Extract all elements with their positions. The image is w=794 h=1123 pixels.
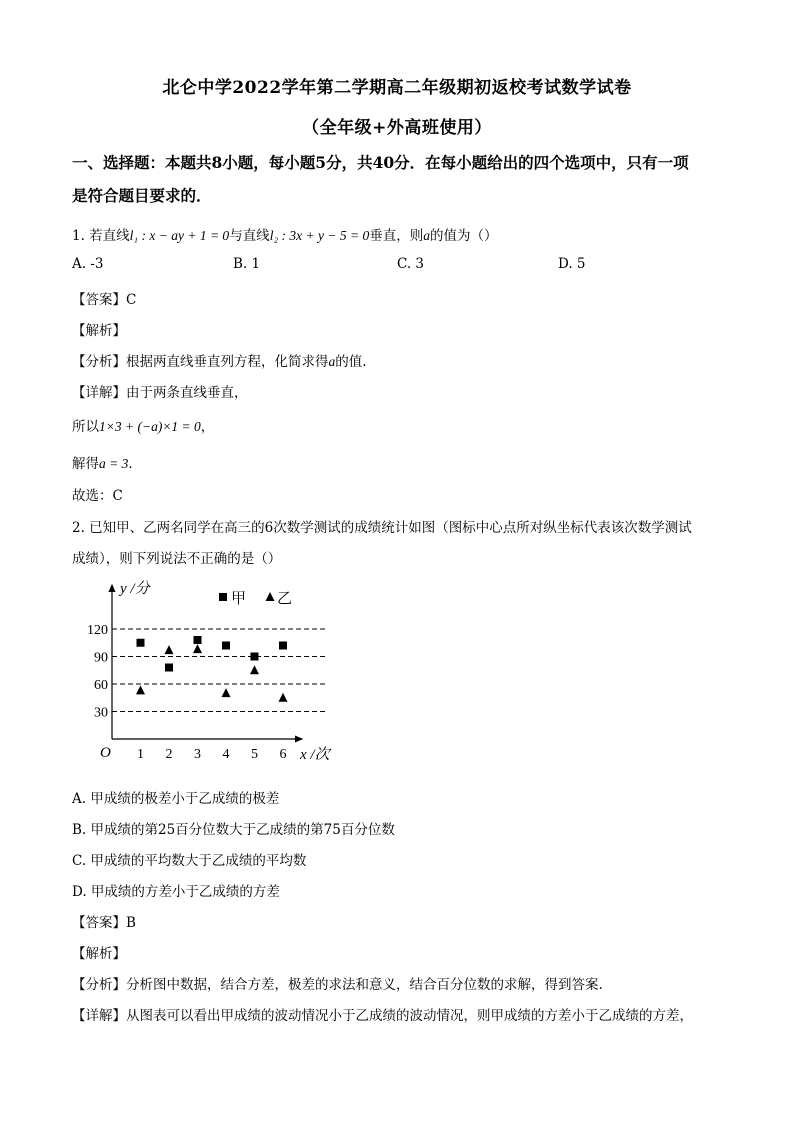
q1-fenxi-label: 【分析】: [72, 354, 126, 370]
point-jia-3: [194, 636, 202, 644]
point-jia-1: [137, 639, 145, 647]
question-2-stem-line1: 2. 已知甲、乙两名同学在高三的6次数学测试的成绩统计如图（图标中心点所对纵坐标代表该次数学测试: [72, 520, 692, 536]
q1-fenxi-variable: a: [328, 354, 336, 369]
point-yi-1: [136, 685, 145, 694]
q1-end: 的值为（）: [429, 228, 498, 244]
point-yi-6: [279, 693, 288, 702]
q1-fenxi-end: 的值.: [335, 354, 367, 370]
q1-option-d: D. 5: [558, 256, 586, 272]
x-tick-label-4: 4: [222, 747, 230, 762]
q2-option-a: A. 甲成绩的极差小于乙成绩的极差: [72, 791, 280, 807]
q1-suffix: 垂直，则: [369, 228, 424, 244]
q1-option-a: A. -3: [72, 256, 104, 272]
q1-detail: [72, 381, 248, 401]
q1-step2-text: 解得: [72, 456, 99, 472]
point-jia-2: [165, 664, 173, 672]
x-tick-label-2: 2: [165, 747, 173, 762]
y-tick-label-120: 120: [87, 623, 108, 638]
q1-step1-equation: 1×3 + (−a)×1 = 0: [99, 419, 201, 434]
q1-option-b: B. 1: [233, 256, 261, 272]
q2-detail-text: 从图表可以看出甲成绩的波动情况小于乙成绩的波动情况，则甲成绩的方差小于乙成绩的方差，: [126, 1008, 693, 1024]
point-jia-6: [279, 642, 287, 650]
x-axis-label: x /次: [300, 747, 330, 763]
section-heading-line1: 一、选择题：本题共8小题，每小题5分，共40分．在每小题给出的四个选项中，只有一项: [72, 153, 689, 172]
q1-step2: [72, 452, 142, 472]
legend-marker-yi: [266, 592, 275, 601]
point-jia-5: [251, 653, 259, 661]
x-tick-label-1: 1: [137, 747, 144, 762]
q2-option-c: C. 甲成绩的平均数大于乙成绩的平均数: [72, 853, 307, 869]
q1-fenxi: [72, 350, 367, 370]
point-yi-3: [193, 644, 202, 653]
exam-title: 北仑中学2022学年第二学期高二年级期初返校考试数学试卷: [162, 78, 632, 98]
q1-step2-equation: a = 3: [99, 456, 129, 471]
q1-step1: [72, 415, 214, 435]
q2-detail-label: 【详解】: [72, 1008, 126, 1024]
q2-fenxi-text: 分析图中数据，结合方差，极差的求法和意义，结合百分位数的求解，得到答案.: [126, 977, 603, 993]
chart-legend: [219, 590, 292, 607]
chart-axes: [112, 585, 302, 739]
y-tick-label-30: 30: [94, 705, 108, 721]
origin-label: O: [100, 745, 111, 761]
q1-mid: 与直线: [229, 228, 270, 244]
q2-option-b: B. 甲成绩的第25百分位数大于乙成绩的第75百分位数: [72, 822, 395, 838]
question-1-stem: [72, 224, 497, 244]
q1-step1-end: ，: [200, 419, 215, 435]
y-tick-label-90: 90: [94, 650, 108, 666]
legend-label-yi: 乙: [277, 591, 293, 607]
x-tick-label-3: 3: [194, 747, 201, 762]
point-yi-2: [165, 645, 174, 654]
legend-marker-jia: [219, 593, 227, 601]
point-yi-4: [222, 688, 231, 697]
question-2-stem-line2: 成绩），则下列说法不正确的是（）: [72, 551, 282, 567]
q1-choice: 故选：C: [72, 488, 123, 504]
q1-analysis-label: 【解析】: [72, 323, 126, 339]
section-heading-line2: 是符合题目要求的．: [72, 186, 212, 205]
score-scatter-chart: [80, 575, 350, 775]
q1-option-c: C. 3: [397, 256, 425, 272]
x-tick-label-5: 5: [251, 747, 258, 762]
q2-fenxi: [72, 973, 603, 993]
q2-analysis-label: 【解析】: [72, 946, 126, 962]
exam-subtitle: （全年级+外高班使用）: [302, 118, 492, 138]
chart-ticks: [87, 580, 332, 763]
point-jia-4: [222, 642, 230, 650]
q1-step2-end: ．: [128, 456, 142, 472]
y-tick-label-60: 60: [94, 678, 108, 693]
x-tick-label-6: 6: [279, 747, 287, 762]
q1-prefix: 1. 若直线: [72, 228, 130, 244]
q1-step1-text: 所以: [72, 419, 99, 435]
chart-marks: [136, 636, 288, 702]
q1-detail-label: 【详解】: [72, 385, 126, 401]
q2-option-d: D. 甲成绩的方差小于乙成绩的方差: [72, 884, 280, 900]
legend-label-jia: 甲: [231, 591, 247, 607]
y-axis-label: y /分: [120, 581, 150, 597]
q2-answer: 【答案】B: [72, 915, 136, 931]
q1-fenxi-text: 根据两直线垂直列方程，化简求得: [126, 354, 329, 370]
q1-detail-text: 由于两条直线垂直，: [126, 385, 248, 401]
point-yi-5: [250, 665, 259, 674]
q2-fenxi-label: 【分析】: [72, 977, 126, 993]
q1-variable: a: [423, 228, 430, 243]
q2-detail: [72, 1004, 693, 1024]
q1-line-l1: l₁ : x − ay + 1 = 0: [129, 228, 230, 243]
q1-answer: 【答案】C: [72, 292, 137, 308]
q1-line-l2: l₂ : 3x + y − 5 = 0: [269, 228, 370, 243]
